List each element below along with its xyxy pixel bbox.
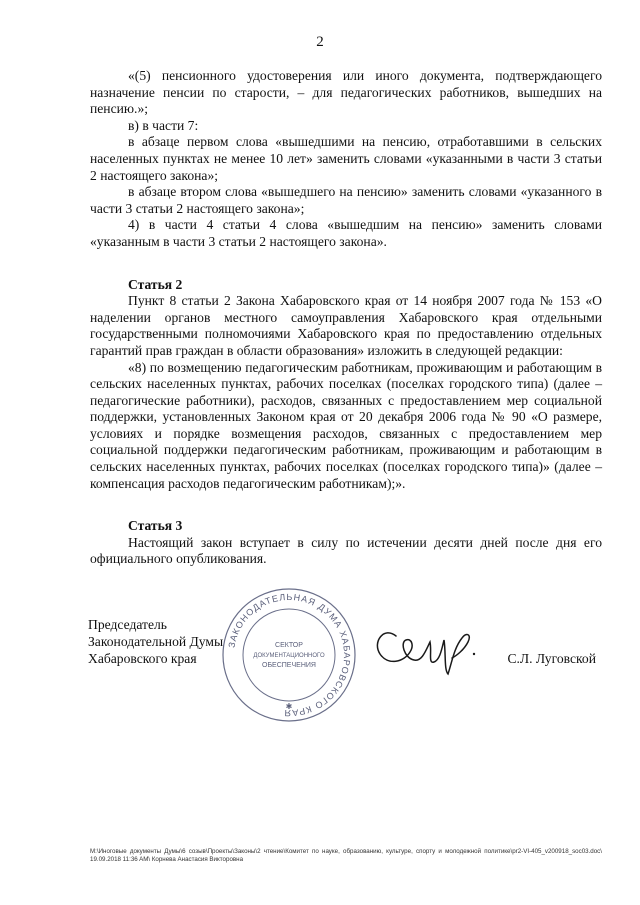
handwritten-signature: [368, 612, 488, 682]
stamp-ring-text: ЗАКОНОДАТЕЛЬНАЯ ДУМА ХАБАРОВСКОГО КРАЯ: [226, 591, 353, 719]
paragraph: Настоящий закон вступает в силу по истечении десяти дней после дня его официального опубликования.: [90, 534, 602, 567]
article-3-heading: Статья 3: [128, 518, 183, 534]
footer-file-path: M:\Иноговые документы Думы\6 созыв\Проекты\Законы\2 чтение\Комитет по науке, образованию, культуре, спорту и молодежной политике\pr2-VI-405_v200918_soc03.doc\ 19.09.2018 11:36 AM\ Корнева Анастасия Викторовна: [90, 848, 602, 863]
official-stamp: [219, 585, 359, 725]
stamp-center-line: ДОКУМЕНТАЦИОННОГО: [253, 653, 325, 659]
page-number: 2: [316, 34, 324, 50]
paragraph: «(5) пенсионного удостоверения или иного документа, подтверждающего назначение пенсии по старости, – для педагогических работников, вышедших на пенсию.»;: [90, 68, 602, 117]
signatory-name: С.Л. Луговской: [507, 651, 596, 666]
paragraph: Пункт 8 статьи 2 Закона Хабаровского края от 14 ноября 2007 года № 153 «О наделении органов местного самоуправления Хабаровского края отдельными государственными полномочиями Хабаровского края по предоставлению отдельных гарантий прав граждан в области образования» изложить в следующей редакции:: [90, 293, 602, 358]
svg-text:✱: ✱: [285, 702, 293, 711]
paragraph: в абзаце втором слова «вышедшего на пенсию» заменить словами «указанного в части 3 статьи 2 настоящего закона»;: [90, 184, 602, 216]
signatory-title: Председатель Законодательной Думы Хабаровского края: [88, 617, 224, 666]
document-body: [90, 68, 602, 568]
paragraph: в) в части 7:: [128, 117, 199, 133]
paragraph: 4) в части 4 статьи 4 слова «вышедшим на пенсию» заменить словами «указанным в части 3 статьи 2 настоящего закона».: [90, 217, 602, 249]
article-2-heading: Статья 2: [128, 276, 183, 292]
paragraph: в абзаце первом слова «вышедшими на пенсию, отработавшими в сельских населенных пунктах не менее 10 лет» заменить словами «указанными в части 3 статьи 2 настоящего закона»;: [90, 134, 602, 183]
stamp-center-line: ОБЕСПЕЧЕНИЯ: [262, 662, 316, 669]
paragraph: «8) по возмещению педагогическим работникам, проживающим и работающим в сельских населенных пунктах, рабочих поселках (поселках городского типа) (далее – педагогические работники), расходов, связанных с предоставлением мер социальной поддержки, установленных Законом края от 20 декабря 2006 года № 90 «О размере, условиях и порядке возмещения расходов, связанных с предоставлением мер социальной поддержки педагогическим работникам, проживающим и работающим в сельских населенных пунктах, рабочих поселках (поселках городского типа)» (далее – компенсация расходов педагогическим работникам);».: [90, 359, 602, 491]
stamp-center-line: СЕКТОР: [275, 642, 303, 649]
signature-block: [88, 591, 608, 720]
